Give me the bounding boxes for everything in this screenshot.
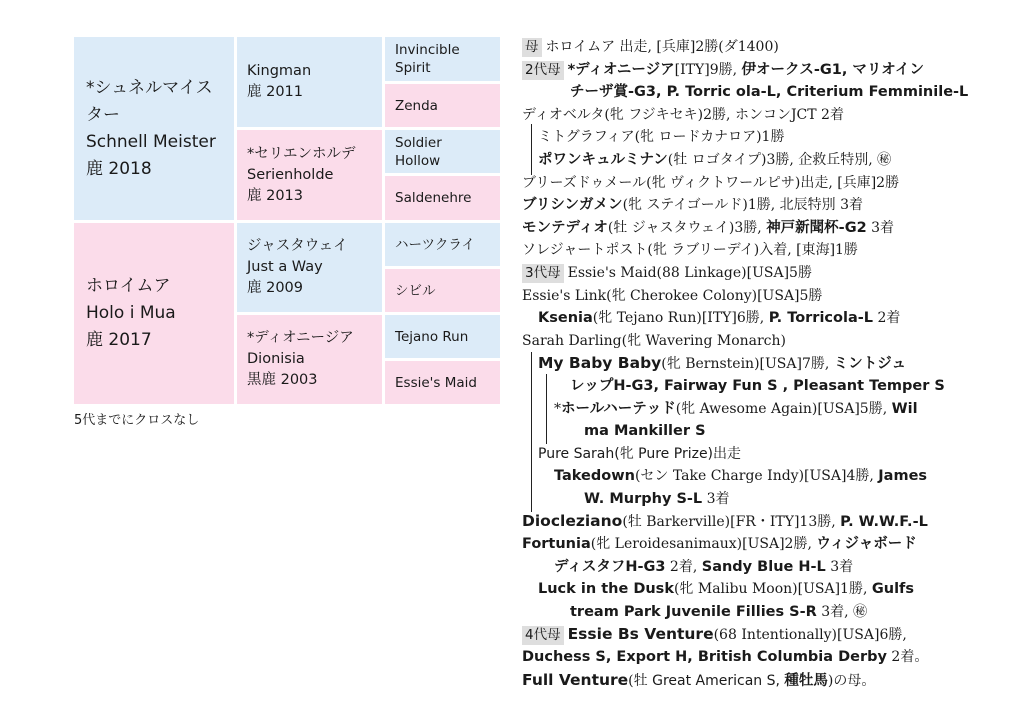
family-text [522, 36, 1020, 691]
line-text: 2着。 [886, 649, 929, 666]
family-line [522, 285, 1020, 308]
gen3-cell: Tejano Run [385, 315, 500, 358]
line-text: Pure Sarah(牝 Pure Prize)出走 [538, 445, 742, 462]
line-text: ブリーズドゥメール(牝 ヴィクトワールピサ)出走, [兵庫]2勝 [522, 174, 900, 191]
sire-color-year: 鹿 2018 [86, 158, 152, 179]
line-text: 2着, [665, 558, 702, 575]
race-name: 神戸新聞杯-G2 [766, 219, 867, 236]
line-text: 2着 [873, 310, 901, 327]
dam-dam-color-year: 黒鹿 2003 [247, 372, 318, 388]
horse-name: ポワンキュルミナン [538, 151, 668, 168]
generation-tag: 4代母 [522, 626, 564, 645]
line-text: (牝 Malibu Moon)[USA]1勝, [673, 581, 872, 598]
sire-dam-cell [237, 130, 382, 220]
dam-dam-cell [237, 315, 382, 404]
gen3-cell: Invincible Spirit [385, 37, 500, 81]
line-text: (牡 Barkerville)[FR・ITY]13勝, [622, 514, 841, 531]
line-text: Sarah Darling(牝 Wavering Monarch) [522, 332, 787, 349]
line-text: 種牡馬 [784, 672, 828, 689]
generation-tag: 母 [522, 38, 542, 57]
horse-name: モンテディオ [522, 219, 608, 236]
family-line [522, 59, 1020, 82]
family-line [522, 217, 1020, 240]
family-line [522, 488, 1020, 511]
dam-color-year: 鹿 2017 [86, 330, 152, 350]
family-line [522, 81, 1020, 104]
line-text: ディオベルタ(牝 フジキセキ)2勝, ホンコンJCT 2着 [522, 106, 844, 123]
family-line [522, 307, 1020, 330]
family-line [522, 578, 1020, 601]
race-name: P. W.W.F.-L [840, 514, 928, 531]
line-text: ソレジャートポスト(牝 ラブリーデイ)入着, [東海]1勝 [522, 242, 858, 259]
family-line [522, 194, 1020, 217]
family-line [522, 149, 1020, 172]
line-text: ミトグラフィア(牝 ロードカナロア)1勝 [538, 129, 785, 146]
family-line [522, 375, 1020, 398]
family-line [522, 420, 1020, 443]
family-line [522, 36, 1020, 59]
family-line [522, 533, 1020, 556]
generation-tag: 2代母 [522, 61, 564, 80]
dam-sire-name-en: Just a Way [247, 259, 323, 275]
family-line [522, 465, 1020, 488]
dam-cell [74, 223, 234, 404]
gen3-cell: ハーツクライ [385, 223, 500, 266]
line-text: [ITY]9勝, [674, 61, 742, 78]
sire-dam-name-en: Serienholde [247, 166, 334, 183]
family-line [522, 443, 1020, 466]
horse-name: *ディオニージア [567, 61, 675, 78]
dam-sire-cell [237, 223, 382, 312]
line-text: 3着 [702, 490, 730, 507]
race-name: ディスタフH-G3 [554, 558, 666, 575]
gen3-cell: Essie's Maid [385, 361, 500, 404]
race-name: ミントジュ [833, 356, 906, 373]
line-text: Great American S, [652, 672, 785, 689]
line-text: (牡 [628, 672, 653, 689]
race-name: レップH-G3, Fairway Fun S , Pleasant Temper S [570, 377, 945, 394]
family-line [522, 126, 1020, 149]
line-text: ホロイムア 出走, [兵庫]2勝(ダ1400) [545, 39, 779, 55]
line-text: 3着 [866, 219, 895, 236]
sire-dam-color-year: 鹿 2013 [247, 187, 304, 204]
sire-name-en: Schnell Meister [86, 131, 216, 152]
dam-dam-name-en: Dionisia [247, 351, 305, 367]
gen3-cell: Soldier Hollow [385, 130, 500, 173]
line-text: (牡 ロゴタイプ)3勝, 企救丘特別, ㊙ [667, 151, 892, 168]
race-name: ma Mankiller S [584, 423, 706, 440]
line-text: (牝 ステイゴールド)1勝, 北辰特別 3着 [622, 197, 864, 214]
dam-name-en: Holo i Mua [86, 303, 176, 323]
race-name: Gulfs [871, 581, 914, 598]
horse-name: Ksenia [538, 310, 593, 327]
family-line [522, 239, 1020, 262]
gen3-cell: Zenda [385, 84, 500, 127]
horse-name: My Baby Baby [538, 354, 662, 373]
race-name: P. Torricola-L [768, 310, 873, 327]
family-line [522, 172, 1020, 195]
sire-sire-cell [237, 37, 382, 127]
line-text: (セン Take Charge Indy)[USA]4勝, [634, 468, 879, 485]
race-name: tream Park Juvenile Fillies S-R [570, 603, 817, 620]
dam-sire-color-year: 鹿 2009 [247, 280, 304, 296]
sire-dam-name-jp: *セリエンホルデ [247, 145, 356, 162]
generation-tag: 3代母 [522, 264, 564, 283]
horse-name: Luck in the Dusk [538, 581, 674, 598]
race-name: 伊オークス-G1, マリオイン [741, 61, 925, 78]
line-text: (牝 Bernstein)[USA]7勝, [661, 356, 834, 373]
horse-name: Diocleziano [522, 512, 623, 531]
dam-name-jp: ホロイムア [86, 276, 171, 296]
race-name: Wil [891, 400, 918, 417]
family-line [522, 601, 1020, 624]
cross-note: 5代までにクロスなし [74, 413, 200, 428]
dam-dam-name-jp: *ディオニージア [247, 330, 354, 346]
line-text: (牝 Tejano Run)[ITY]6勝, [592, 310, 769, 327]
sire-sire-name: Kingman [247, 63, 312, 79]
horse-name: ホールハーテッド [561, 400, 676, 417]
line-text: )の母。 [827, 672, 876, 689]
horse-name: Fortunia [522, 536, 591, 553]
horse-name: Full Venture [522, 670, 629, 689]
line-text: (牝 Leroidesanimaux)[USA]2勝, [590, 536, 817, 553]
family-line [522, 262, 1020, 285]
family-line [522, 623, 1020, 646]
race-name: W. Murphy S-L [584, 490, 703, 507]
family-line [522, 646, 1020, 669]
line-text: (牝 Awesome Again)[USA]5勝, [675, 400, 892, 417]
race-name: ウィジャボード [816, 536, 917, 553]
line-text: (68 Intentionally)[USA]6勝, [713, 627, 907, 644]
family-line [522, 556, 1020, 579]
horse-name: Takedown [554, 468, 635, 485]
horse-name: Essie Bs Venture [567, 625, 714, 644]
family-line [522, 669, 1020, 692]
sire-cell [74, 37, 234, 220]
line-text: 3着, ㊙ [816, 603, 868, 620]
horse-name: ブリシンガメン [522, 197, 623, 214]
import-mark: * [554, 400, 561, 417]
race-name: チーザ賞-G3, P. Torric ola-L, Criterium Femminile-L [570, 84, 969, 101]
race-name: Sandy Blue H-L [701, 558, 826, 575]
dam-sire-name-jp: ジャスタウェイ [247, 238, 348, 254]
race-name: Duchess S, Export H, British Columbia Derby [522, 649, 887, 666]
line-text: Essie's Link(牝 Cherokee Colony)[USA]5勝 [522, 287, 823, 304]
sire-name-jp: *シュネルマイスター [86, 77, 213, 125]
family-line [522, 104, 1020, 127]
gen3-cell: シビル [385, 269, 500, 312]
family-line [522, 352, 1020, 375]
line-text: (牡 ジャスタウェイ)3勝, [607, 219, 767, 236]
gen3-cell: Saldenehre [385, 176, 500, 220]
race-name: James [878, 468, 928, 485]
family-line [522, 398, 1020, 421]
line-text: 3着 [825, 558, 854, 575]
line-text: Essie's Maid(88 Linkage)[USA]5勝 [567, 264, 812, 281]
family-line [522, 330, 1020, 353]
family-line [522, 510, 1020, 533]
sire-sire-color-year: 鹿 2011 [247, 84, 304, 100]
